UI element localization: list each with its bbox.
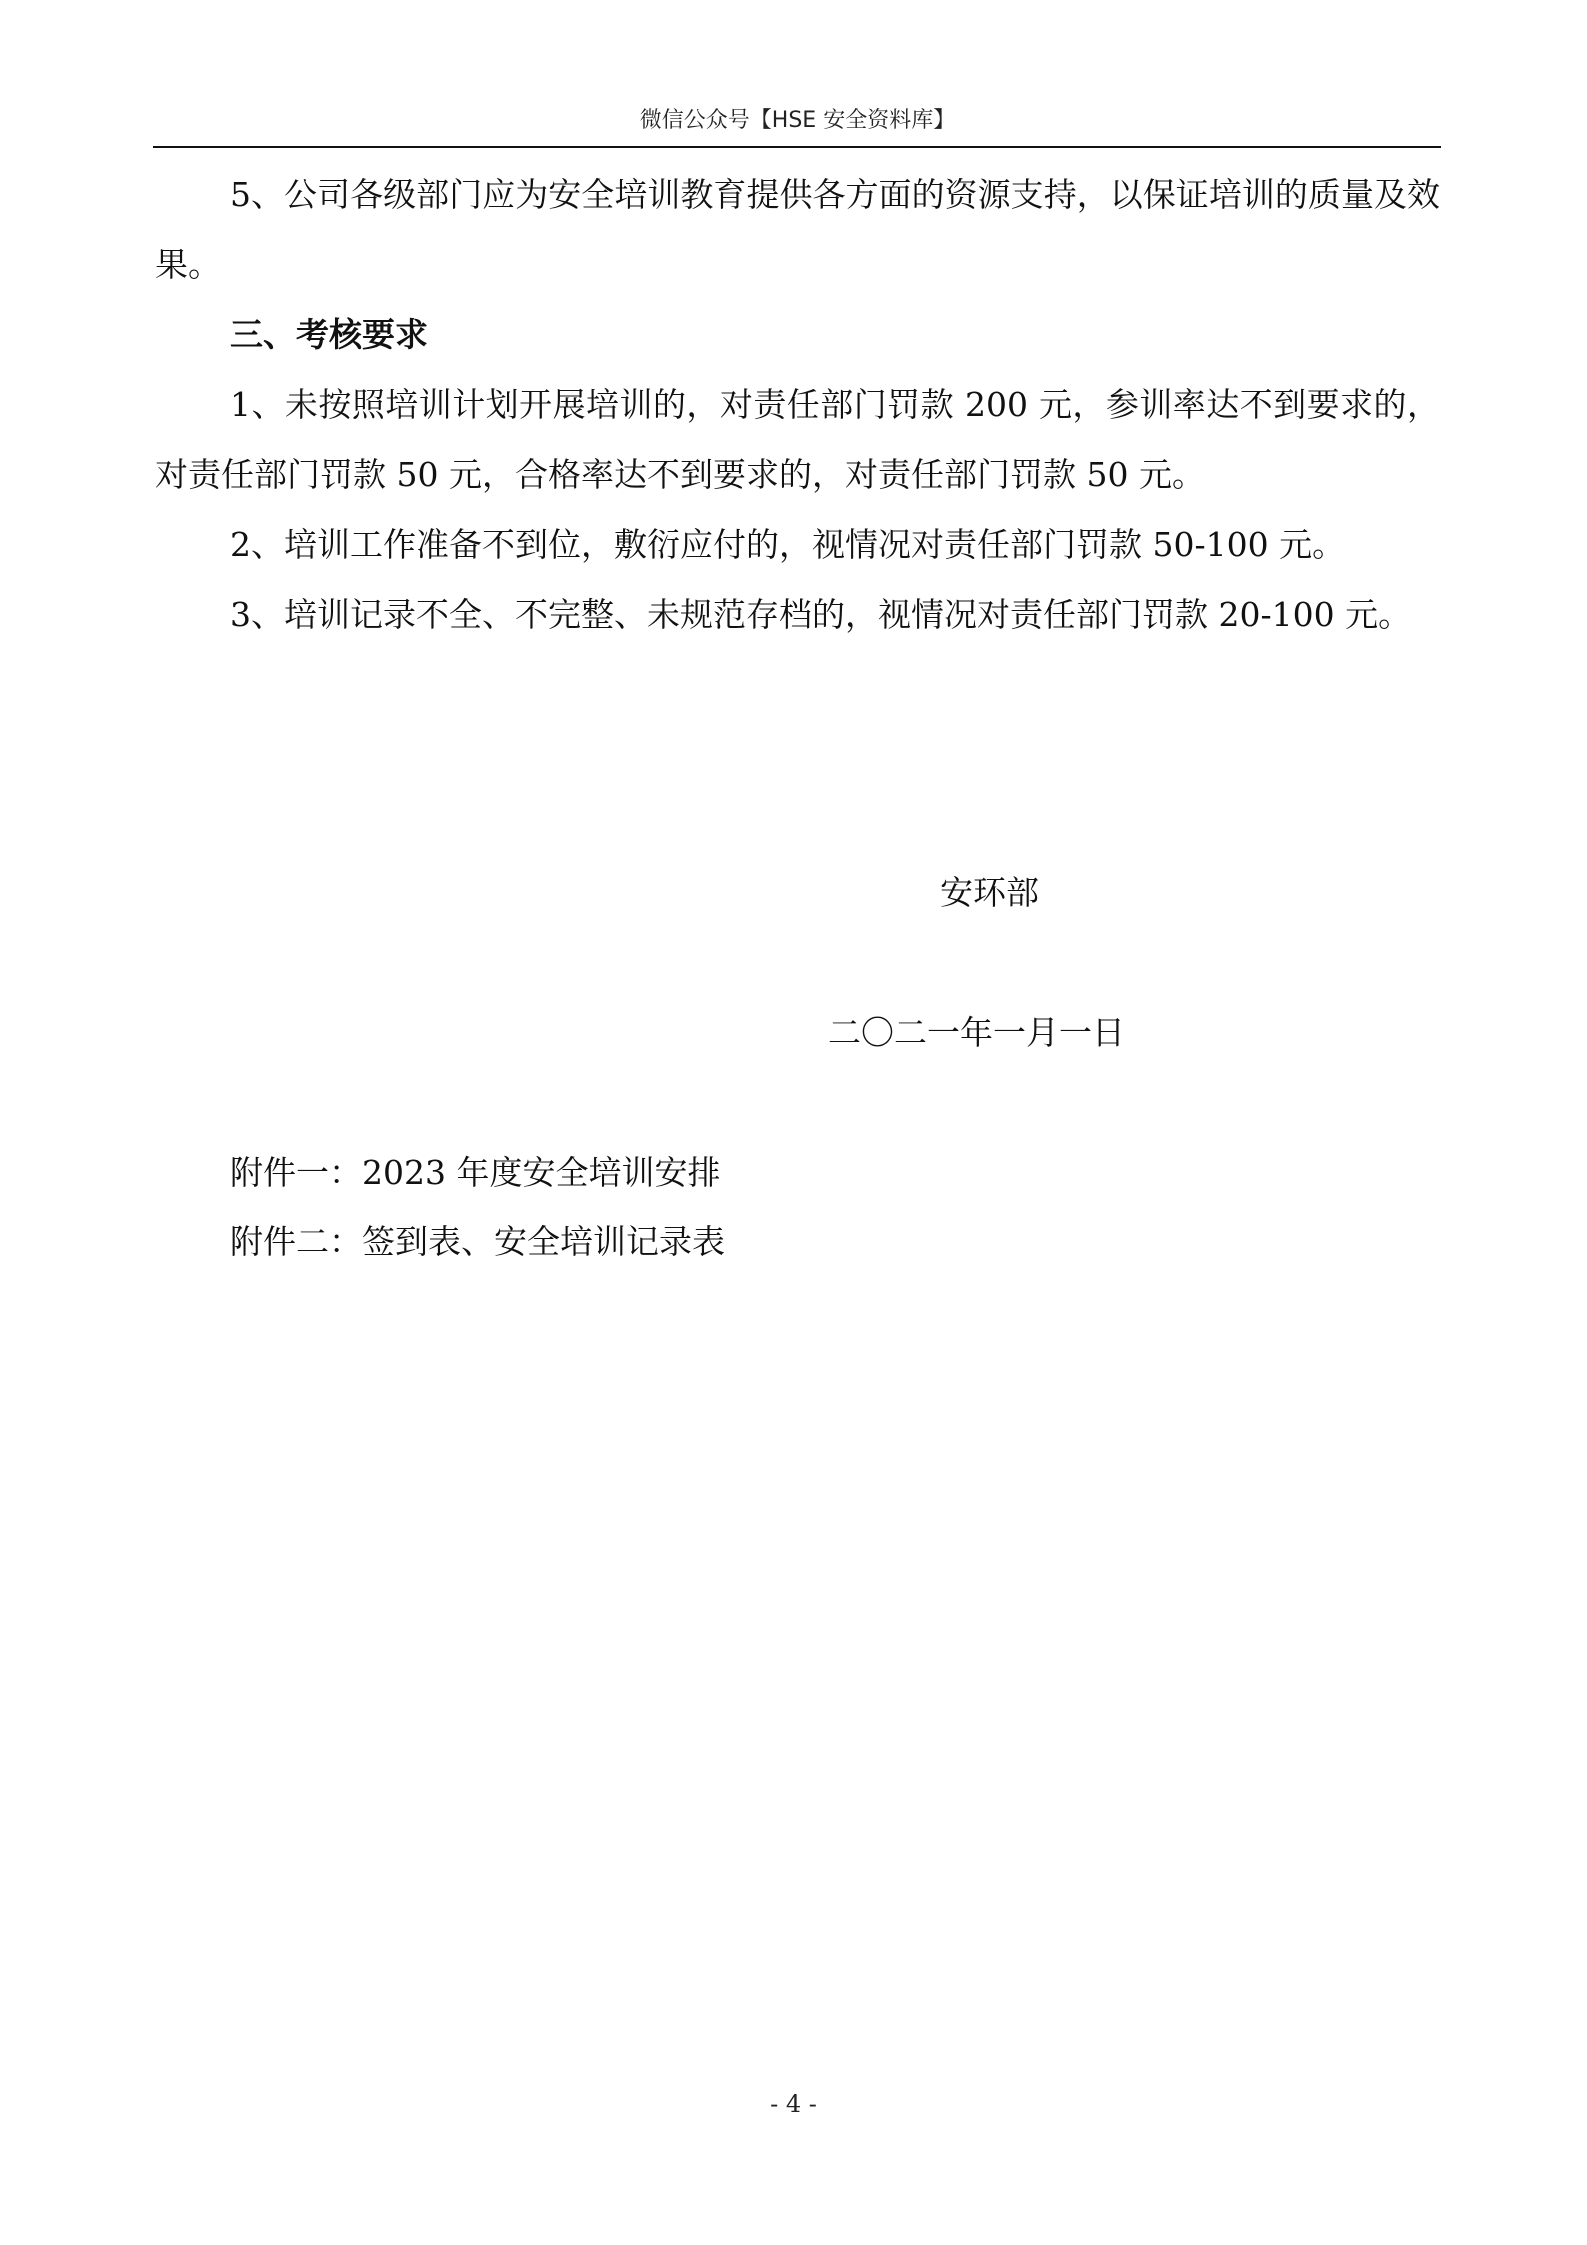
- rule-2: 2、培训工作准备不到位，敷衍应付的，视情况对责任部门罚款 50-100 元。: [230, 525, 1346, 564]
- paragraph-5: 5、公司各级部门应为安全培训教育提供各方面的资源支持，以保证培训的质量及效果。: [155, 175, 1440, 284]
- header-divider: [153, 146, 1441, 148]
- rule-3: 3、培训记录不全、不完整、未规范存档的，视情况对责任部门罚款 20-100 元。: [230, 595, 1412, 634]
- page-header: 微信公众号【HSE 安全资料库】: [639, 108, 956, 133]
- signature-department: 安环部: [940, 873, 1039, 912]
- attachment-2: 附件二：签到表、安全培训记录表: [230, 1222, 725, 1261]
- rule-1: 1、未按照培训计划开展培训的，对责任部门罚款 200 元，参训率达不到要求的，对责任部门罚款 50 元，合格率达不到要求的，对责任部门罚款 50 元。: [155, 385, 1440, 494]
- document-body: [155, 160, 1440, 650]
- section-heading-assessment: 三、考核要求: [230, 315, 428, 354]
- signature-date: 二〇二一年一月一日: [828, 1013, 1125, 1052]
- attachment-1: 附件一：2023 年度安全培训安排: [230, 1153, 721, 1192]
- page-number: - 4 -: [770, 2090, 817, 2118]
